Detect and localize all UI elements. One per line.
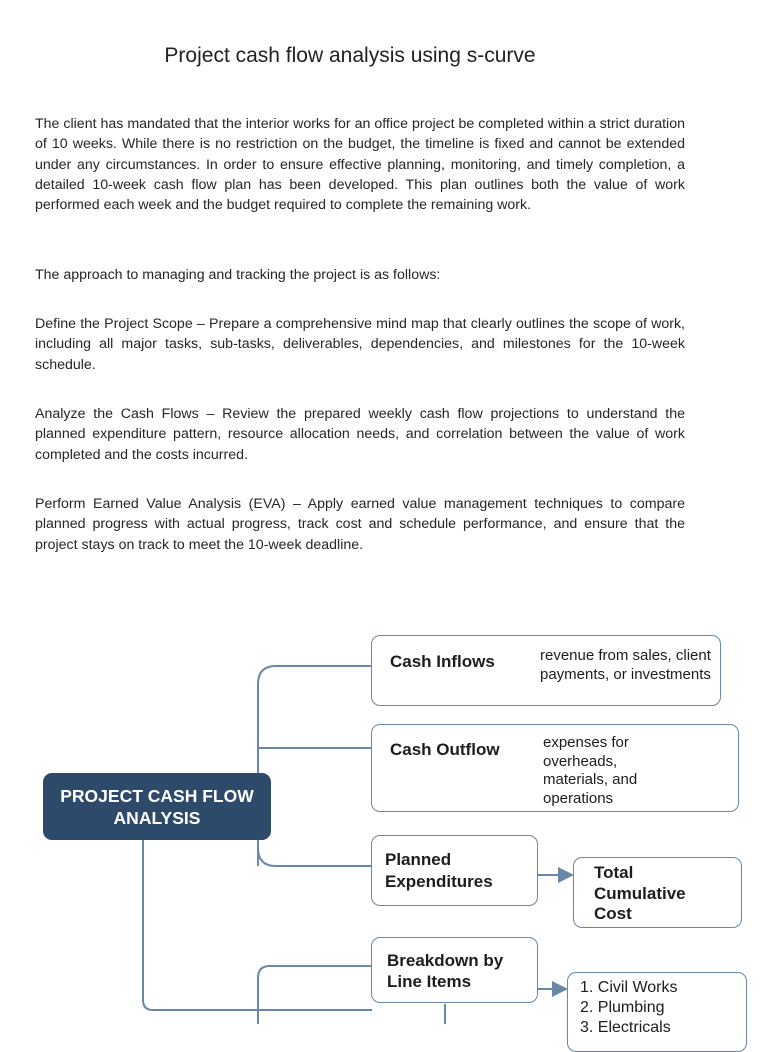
cash-inflows-desc: revenue from sales, client payments, or investments [540,647,711,683]
line-item: 3. Electricals [580,1019,671,1036]
approach-paragraph: The approach to managing and tracking the project is as follows: [35,267,441,283]
cash-outflow-title: Cash Outflow [390,740,500,759]
planned-expenditures-node [371,835,538,906]
intro-paragraph: The client has mandated that the interior works for an office project be completed within a strict duration of 10 weeks. While there is no restriction on the budget, the timeline is fixed and cannot be extended under any circumstances. In order to ensure effective planning, monitoring, and timely completion, a detailed 10-week cash flow plan has been developed. This plan outlines both the value of work performed each week and the budget required to complete the remaining work. [35,116,685,214]
breakdown-node [371,937,538,1003]
page-title: Project cash flow analysis using s-curve [164,44,536,67]
line-item: 2. Plumbing [580,999,665,1016]
cash-outflow-desc: expenses for overheads, materials, and operations [543,734,638,807]
cashflows-paragraph: Analyze the Cash Flows – Review the prepared weekly cash flow projections to understand the planned expenditure pattern, resource allocation needs, and correlation between the value of work completed and the costs incurred. [35,406,685,463]
root-node: PROJECT CASH FLOW ANALYSIS [43,773,271,840]
total-cumulative-cost-title: Total Cumulative Cost [594,863,686,923]
connector-root-upper [258,666,372,866]
line-items-list [580,978,745,1038]
breakdown-title: Breakdown by Line Items [387,951,504,991]
connector-breakdown [258,966,372,1024]
planned-expenditures-title: Planned Expenditures [385,850,493,891]
eva-paragraph: Perform Earned Value Analysis (EVA) – Apply earned value management techniques to compare planned progress with actual progress, track cost and schedule performance, and ensure that the project stays on track to meet the 10-week deadline. [35,496,685,553]
cash-inflows-title: Cash Inflows [390,652,495,671]
connector-planned [258,848,372,866]
cash-outflow-node [371,724,739,812]
total-cumulative-cost-node [573,857,742,928]
scope-paragraph: Define the Project Scope – Prepare a comprehensive mind map that clearly outlines the scope of work, including all major tasks, sub-tasks, deliverables, dependencies, and milestones for the 10-week schedule. [35,316,685,373]
cash-inflows-node [371,635,721,706]
line-item: 1. Civil Works [580,979,678,996]
line-items-node [567,972,747,1052]
